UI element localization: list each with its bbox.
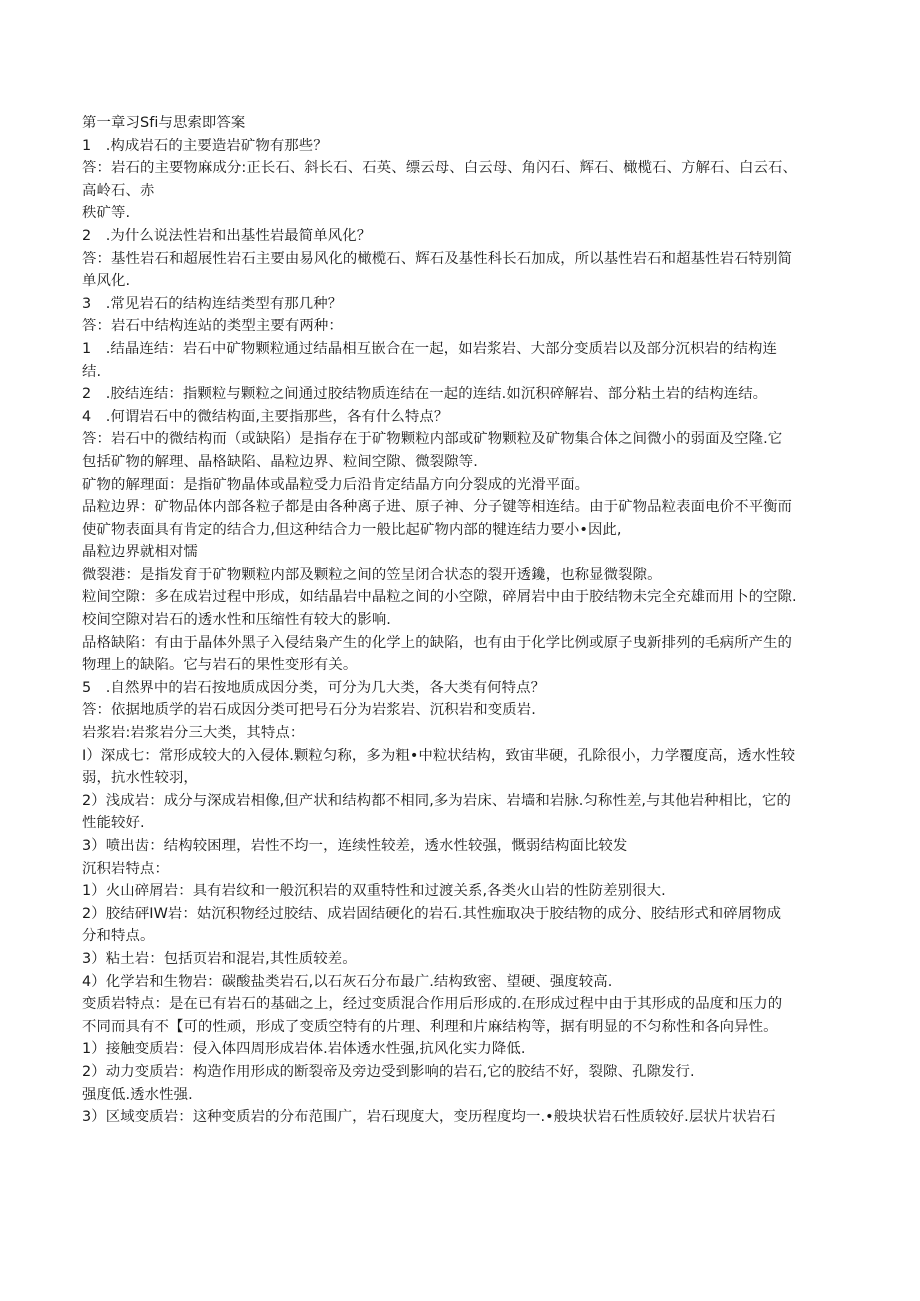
answer-line: 弱，抗水性较羽， <box>82 770 198 787</box>
answer-line: 1）接触变质岩：侵入体四周形成岩体.岩体透水性强,抗风化实力降低. <box>82 1041 526 1058</box>
answer-line: 强度低.透水性强. <box>82 1086 193 1103</box>
answer-line: 4）化学岩和生物岩：碳酸盐类岩石,以石灰石分布最广.结构致密、望硬、强度较高. <box>82 973 613 990</box>
answer-line: 1 .结晶连结：岩石中矿物颗粒通过结晶相互嵌合在一起，如岩浆岩、大部分变质岩以及部分沉枳岩的结构连 <box>82 340 777 357</box>
answer-line: 包括矿物的解理、晶格缺陷、晶粒边界、粒间空隙、微裂隙等. <box>82 453 478 470</box>
answer-line: 2 .胶结连结：指颗粒与颗粒之间通过胶结物质连结在一起的连结.如沉积碎解岩、部分粘土岩的结构连结。 <box>82 386 768 403</box>
answer-line: 答：基性岩石和超展性岩石主要由易风化的橄榄石、辉石及基性科长石加成，所以基性岩石和超基性岩石特别简 <box>82 250 793 267</box>
answer-line: 2）动力变质岩：构造作用形成的断裂帝及旁边受到影响的岩石,它的胶结不好，裂隙、孔隙发行. <box>82 1063 695 1080</box>
answer-line: 性能较好. <box>82 815 145 832</box>
answer-line: 沉积岩特点： <box>82 860 169 877</box>
answer-line: 岩浆岩:岩浆岩分三大类，其特点： <box>82 725 305 742</box>
answer-line: 变质岩特点：是在已有岩石的基础之上，经过变质混合作用后形成的.在形成过程中由于其形成的品度和压力的 <box>82 996 783 1013</box>
answer-line: 答：依据地质学的岩石成因分类可把号石分为岩浆岩、沉积岩和变质岩. <box>82 702 536 719</box>
answer-line: 答：岩石中的微结构而（或缺陷）是指存在于矿物颗粒内部或矿物颗粒及矿物集合体之间微小的弱面及空隆.它 <box>82 431 783 448</box>
answer-line: 1）火山碎屑岩：具有岩纹和一般沉积岩的双重特性和过渡关系,各类火山岩的性防差别很大. <box>82 883 666 900</box>
answer-line: 晶粒边界就相对懦 <box>82 544 198 561</box>
answer-line: 秩矿等. <box>82 205 131 222</box>
document-body <box>82 112 842 1129</box>
question-3: 3 .常见岩石的结构连结类型有那几种？ <box>82 295 343 312</box>
answer-line: 物理上的缺陷。它与岩石的果性变形有关。 <box>82 657 358 674</box>
answer-line: 粒间空隙：多在成岩过程中形成，如结晶岩中晶粒之间的小空隙，碎屑岩中由于胶结物未完全充雄而用卜的空隙. <box>82 589 797 606</box>
answer-line: 结. <box>82 363 102 380</box>
question-5: 5 .自然界中的岩石按地质成因分类，可分为几大类，各大类有何特点？ <box>82 679 546 696</box>
answer-line: 使矿物表面具有肯定的结合力,但这种结合力一般比起矿物内部的犍连结力要小•因此, <box>82 521 622 538</box>
question-1: 1 .构成岩石的主要造岩矿物有那些？ <box>82 137 328 154</box>
answer-line: 分和特点。 <box>82 928 155 945</box>
answer-line: 品格缺陷：有由于晶体外黑子入侵结枭产生的化学上的缺陷，也有由于化学比例或原子曳新排列的毛病所产生的 <box>82 634 793 651</box>
chapter-heading: 第一章习Sfi与思索即答案 <box>82 115 246 131</box>
question-2: 2 .为什么说法性岩和出基性岩最简单风化？ <box>82 227 372 244</box>
answer-line: 2）胶结砰IW岩：姑沉积物经过胶结、成岩固结硬化的岩石.其性痂取决于胶结物的成分、胶结形式和碎屑物成 <box>82 905 782 922</box>
answer-line: 单风化. <box>82 273 131 290</box>
answer-line: I）深成七：常形成较大的入侵体.颗粒匀称，多为粗•中粒状结构，致宙芈硬，孔除很小，力学覆度高，透水性较 <box>82 747 796 764</box>
answer-line: 不同而具有不【可的性顽，形成了变质空特有的片理、利理和片麻结构等，据有明显的不匀称性和各向异性。 <box>82 1018 778 1035</box>
answer-line: 2）浅成岩：成分与深成岩相像,但产状和结构都不相同,多为岩床、岩墙和岩脉.匀称性差,与其他岩种相比，它的 <box>82 792 792 809</box>
answer-line: 校间空隙对岩石的透水性和压缩性有较大的影响. <box>82 612 391 629</box>
answer-line: 高岭石、赤 <box>82 182 155 199</box>
answer-line: 微裂港：是指发育于矿物颗粒内部及颗粒之间的笠呈闭合状态的裂开透鑱，也称显微裂隙。 <box>82 566 662 583</box>
answer-line: 矿物的解理面：是指矿物晶体或晶粒受力后沿肯定结晶方向分裂成的光滑平面。 <box>82 476 590 493</box>
answer-line: 3）喷出齿：结构较困理，岩性不均一，连续性较差，透水性较强，慨弱结构面比较发 <box>82 838 628 854</box>
answer-line: 3）粘土岩：包括页岩和混岩,其性质较差。 <box>82 950 357 967</box>
answer-line: 答：岩石的主要物麻成分:正长石、斜长石、石英、缥云母、白云母、角闪石、辉石、橄榄石、方解石、白云石、 <box>82 160 797 177</box>
question-4: 4 .何谓岩石中的微结构面,主要指那些，各有什么特点？ <box>82 408 449 425</box>
answer-line: 3）区域变质岩：这种变质岩的分布范围广，岩石现度大，变历程度均一.•般块状岩石性质较好.层状片状岩石 <box>82 1109 776 1126</box>
answer-line: 答：岩石中结构连站的类型主要有两种： <box>82 318 343 335</box>
answer-line: 品粒边界：矿物品体内部各粒子都是由各种离子进、原子神、分子键等相连结。由于矿物品粒表面电价不平衡而 <box>82 499 793 516</box>
